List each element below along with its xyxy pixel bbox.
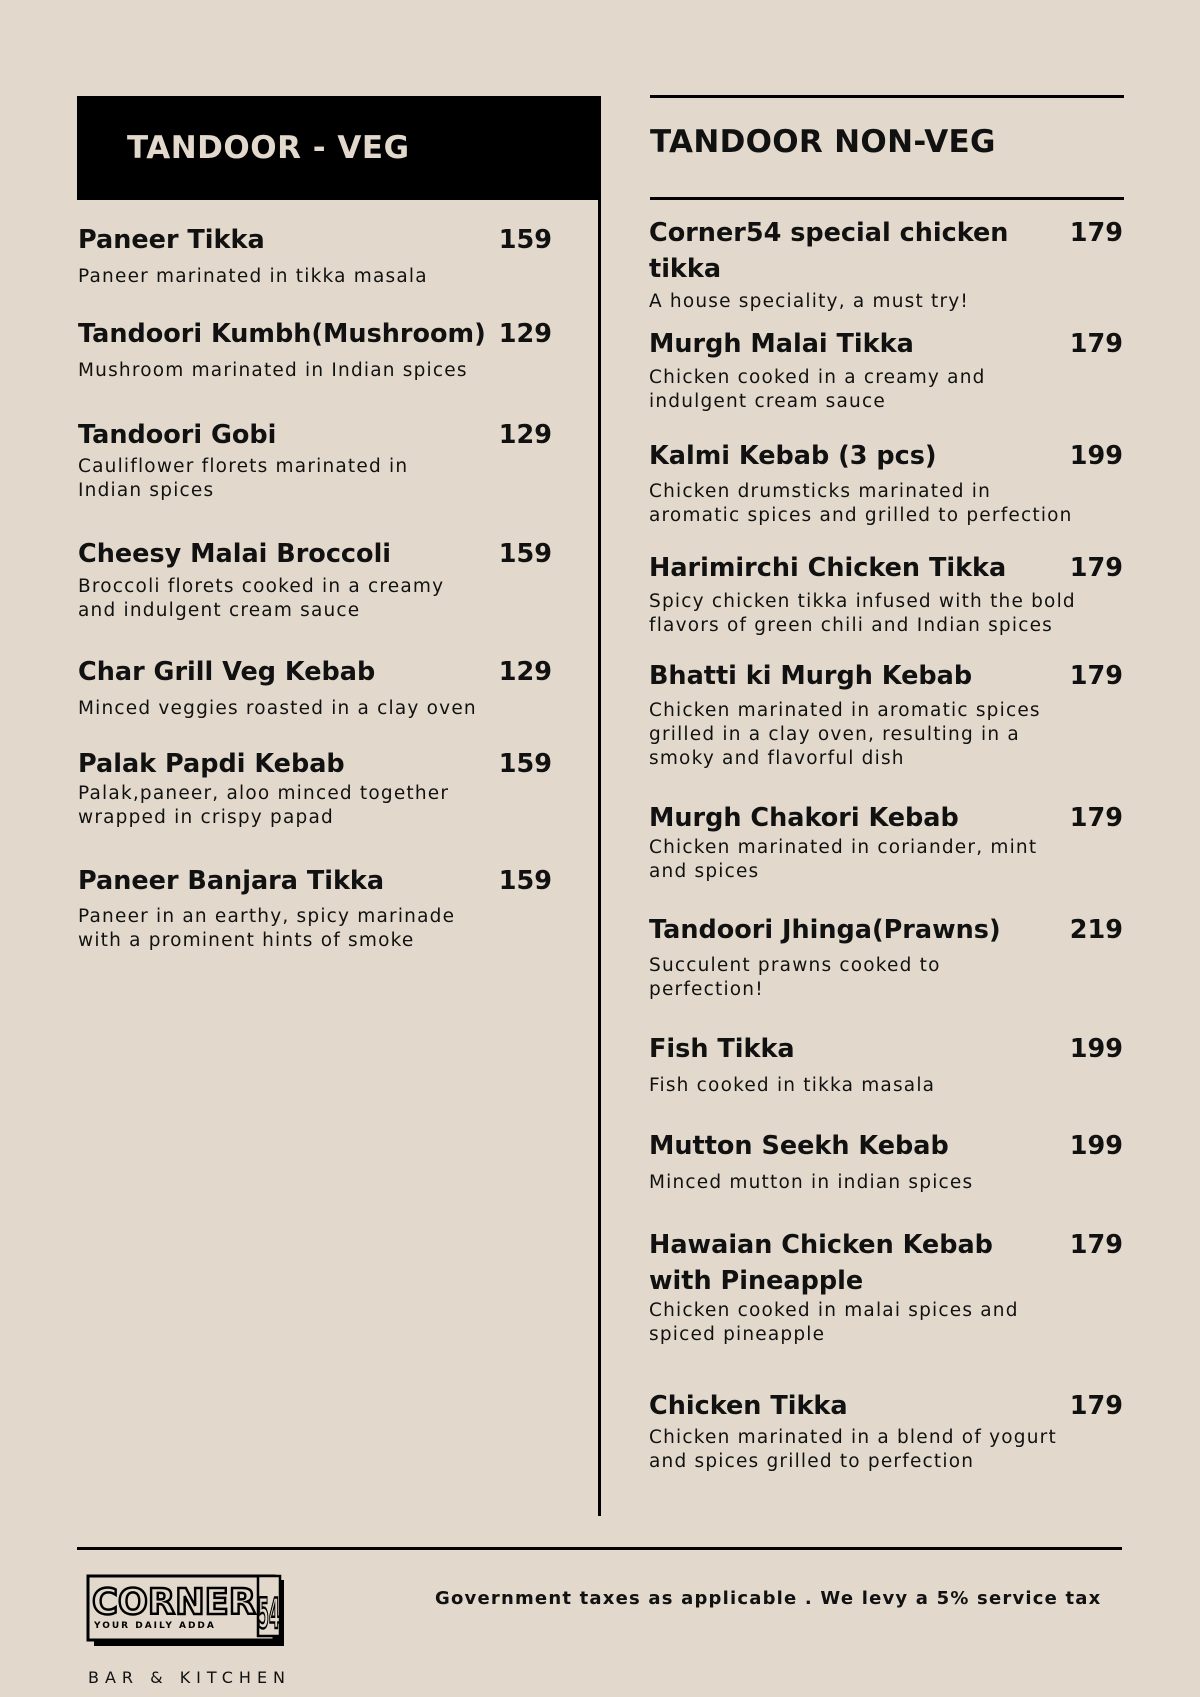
item-price: 159 — [498, 225, 552, 255]
menu-item-nonveg — [649, 1227, 1123, 1347]
nonveg-header-bottom-rule — [650, 197, 1124, 200]
item-name: Kalmi Kebab (3 pcs) — [649, 441, 937, 471]
item-description: Minced veggies roasted in a clay oven — [78, 698, 477, 719]
item-price: 179 — [1069, 553, 1123, 583]
menu-item-nonveg — [649, 1388, 1123, 1474]
item-price: 129 — [498, 420, 552, 450]
item-price: 199 — [1069, 1034, 1123, 1064]
item-price: 179 — [1069, 803, 1123, 833]
menu-item-nonveg — [649, 912, 1123, 1002]
veg-section-header — [77, 96, 600, 200]
logo-number: 54 — [258, 1589, 280, 1638]
item-name: Paneer Tikka — [78, 225, 265, 255]
item-name: Fish Tikka — [649, 1034, 795, 1064]
item-description: Broccoli florets cooked in a creamy and indulgent cream sauce — [78, 576, 445, 621]
item-description: Chicken cooked in a creamy and indulgent cream sauce — [649, 367, 986, 412]
menu-item-veg — [78, 222, 552, 289]
item-name: Paneer Banjara Tikka — [78, 866, 385, 896]
menu-item-veg — [78, 863, 552, 953]
item-description: Chicken marinated in aromatic spices grilled in a clay oven, resulting in a smoky and flavorful dish — [649, 700, 1041, 769]
item-price: 179 — [1069, 1391, 1123, 1421]
item-price: 179 — [1069, 1230, 1123, 1260]
menu-item-veg — [78, 654, 552, 721]
item-name: Murgh Chakori Kebab — [649, 803, 959, 833]
item-description: Paneer marinated in tikka masala — [78, 266, 428, 287]
tax-note: Government taxes as applicable . We levy a 5% service tax — [435, 1588, 1102, 1609]
menu-item-nonveg — [649, 215, 1123, 314]
item-price: 199 — [1069, 1131, 1123, 1161]
item-description: Chicken marinated in coriander, mint and spices — [649, 837, 1038, 882]
item-description: Cauliflower florets marinated in Indian spices — [78, 456, 409, 501]
item-price: 159 — [498, 539, 552, 569]
item-name: Char Grill Veg Kebab — [78, 657, 376, 687]
item-name: Tandoori Jhinga(Prawns) — [649, 915, 1001, 945]
item-name: Tandoori Gobi — [78, 420, 277, 450]
menu-item-veg — [78, 417, 552, 503]
item-price: 179 — [1069, 329, 1123, 359]
item-description: Minced mutton in indian spices — [649, 1172, 974, 1193]
item-description: Spicy chicken tikka infused with the bold flavors of green chili and Indian spices — [649, 591, 1076, 636]
menu-item-nonveg — [649, 1128, 1123, 1195]
item-name: Tandoori Kumbh(Mushroom) — [78, 319, 486, 349]
item-price: 179 — [1069, 661, 1123, 691]
nonveg-section-title: TANDOOR NON-VEG — [650, 124, 996, 160]
item-name: Mutton Seekh Kebab — [649, 1131, 949, 1161]
item-name: Hawaian Chicken Kebab with Pineapple — [649, 1230, 993, 1296]
menu-item-nonveg — [649, 658, 1123, 771]
item-description: Fish cooked in tikka masala — [649, 1075, 936, 1096]
menu-item-nonveg — [649, 800, 1123, 884]
item-name: Cheesy Malai Broccoli — [78, 539, 392, 569]
item-name: Murgh Malai Tikka — [649, 329, 914, 359]
menu-item-nonveg — [649, 438, 1123, 528]
item-description: Palak,paneer, aloo minced together wrapped in crispy papad — [78, 783, 450, 828]
brand-subtitle: BAR & KITCHEN — [88, 1668, 292, 1687]
item-price: 199 — [1069, 441, 1123, 471]
item-price: 159 — [498, 749, 552, 779]
footer-rule — [77, 1547, 1122, 1550]
item-description: Paneer in an earthy, spicy marinade with a prominent hints of smoke — [78, 906, 456, 951]
menu-item-veg — [78, 536, 552, 623]
menu-item-nonveg — [649, 326, 1123, 414]
menu-item-nonveg — [649, 1031, 1123, 1098]
nonveg-header-top-rule — [650, 95, 1124, 98]
item-price: 159 — [498, 866, 552, 896]
item-description: A house speciality, a must try! — [649, 291, 970, 312]
item-name: Corner54 special chicken tikka — [649, 218, 1009, 284]
menu-item-veg — [78, 316, 552, 383]
item-price: 129 — [498, 319, 552, 349]
item-name: Bhatti ki Murgh Kebab — [649, 661, 973, 691]
item-description: Chicken cooked in malai spices and spiced pineapple — [649, 1300, 1019, 1345]
item-name: Palak Papdi Kebab — [78, 749, 345, 779]
logo-tagline: YOUR DAILY ADDA — [94, 1621, 216, 1631]
menu-item-nonveg — [649, 550, 1123, 638]
menu-item-veg — [78, 746, 552, 830]
corner54-logo — [86, 1574, 286, 1650]
column-divider — [598, 96, 601, 1516]
item-price: 129 — [498, 657, 552, 687]
item-description: Mushroom marinated in Indian spices — [78, 360, 468, 381]
item-price: 179 — [1069, 218, 1123, 248]
item-name: Chicken Tikka — [649, 1391, 848, 1421]
item-description: Succulent prawns cooked to perfection! — [649, 955, 941, 1000]
veg-section-title: TANDOOR - VEG — [127, 130, 410, 166]
item-description: Chicken marinated in a blend of yogurt and spices grilled to perfection — [649, 1427, 1057, 1472]
item-description: Chicken drumsticks marinated in aromatic spices and grilled to perfection — [649, 481, 1073, 526]
item-name: Harimirchi Chicken Tikka — [649, 553, 1007, 583]
item-price: 219 — [1069, 915, 1123, 945]
logo-wordmark: CORNER — [92, 1582, 256, 1623]
